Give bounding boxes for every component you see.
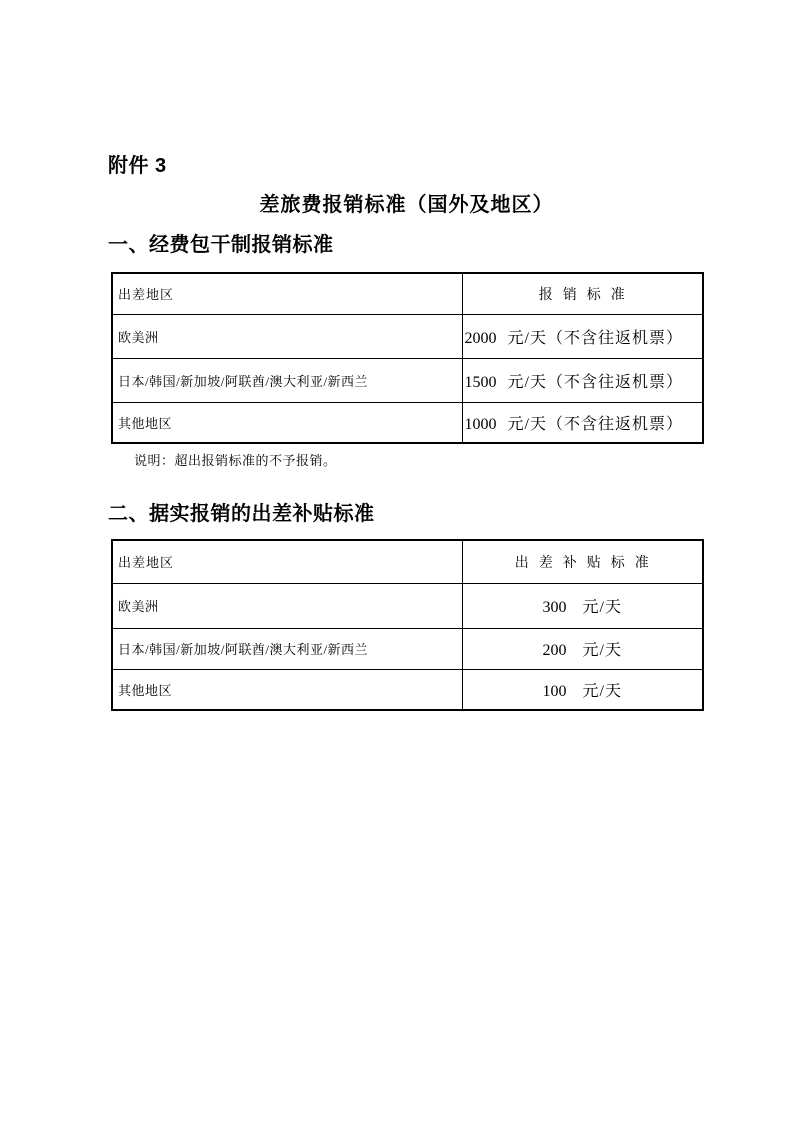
table-row: [112, 358, 703, 402]
table-header-row: [112, 273, 703, 314]
column-header-allowance-standard: 出差补贴标准: [462, 540, 703, 583]
attachment-label: 附件 3: [108, 155, 167, 177]
table-row: [112, 669, 703, 710]
amount-value: 100: [542, 682, 567, 700]
column-header-region: 出差地区: [112, 273, 462, 314]
amount-unit: 元/天: [582, 682, 622, 700]
amount-unit: 元/天（不含往返机票）: [507, 329, 683, 347]
section-1-heading: 一、经费包干制报销标准: [108, 234, 334, 256]
table-row: [112, 628, 703, 669]
amount-unit: 元/天（不含往返机票）: [507, 415, 683, 433]
standard-cell: [462, 358, 703, 402]
table-row: [112, 402, 703, 443]
amount-unit: 元/天: [582, 642, 622, 659]
amount-unit: 元/天: [582, 599, 622, 616]
allowance-cell: [462, 583, 703, 628]
actual-expense-allowance-table: [111, 539, 704, 711]
allowance-cell: [462, 669, 703, 710]
amount-value: 300: [542, 599, 567, 616]
region-cell: 欧美洲: [112, 583, 462, 628]
column-header-reimbursement-standard: 报销标准: [462, 273, 703, 314]
section-2-heading: 二、据实报销的出差补贴标准: [108, 503, 375, 525]
region-cell: 其他地区: [112, 669, 462, 710]
amount-value: 2000: [464, 329, 497, 347]
column-header-region: 出差地区: [112, 540, 462, 583]
amount-unit: 元/天（不含往返机票）: [507, 373, 683, 391]
standard-cell: [462, 314, 703, 358]
lump-sum-reimbursement-table: [111, 272, 704, 444]
region-cell: 日本/韩国/新加坡/阿联酋/澳大利亚/新西兰: [112, 628, 462, 669]
region-cell: 欧美洲: [112, 314, 462, 358]
document-title: 差旅费报销标准（国外及地区）: [259, 194, 554, 216]
standard-cell: [462, 402, 703, 443]
amount-value: 1000: [464, 415, 497, 433]
amount-value: 200: [542, 642, 567, 659]
region-cell: 日本/韩国/新加坡/阿联酋/澳大利亚/新西兰: [112, 358, 462, 402]
allowance-cell: [462, 628, 703, 669]
amount-value: 1500: [464, 373, 497, 391]
table-header-row: [112, 540, 703, 583]
table-note: 说明：超出报销标准的不予报销。: [134, 453, 337, 468]
table-row: [112, 314, 703, 358]
table-row: [112, 583, 703, 628]
region-cell: 其他地区: [112, 402, 462, 443]
